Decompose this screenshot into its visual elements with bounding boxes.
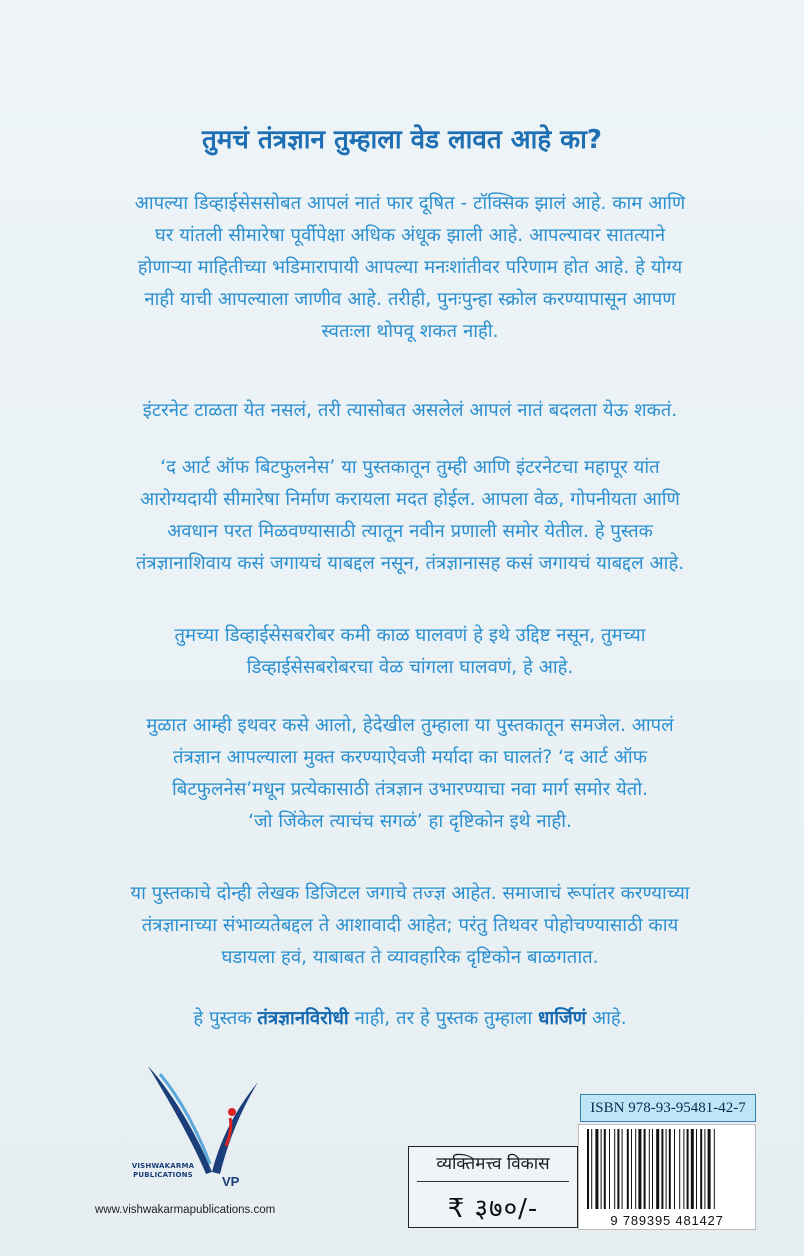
barcode-bar [649, 1129, 650, 1209]
barcode-bar [683, 1129, 684, 1209]
barcode-bar [666, 1129, 667, 1209]
barcode-bar [638, 1129, 641, 1209]
text-line: मुळात आम्ही इथवर कसे आलो, हेदेखील तुम्हाला या पुस्तकातून समजेल. आपलं [146, 715, 674, 736]
barcode-bar [661, 1129, 663, 1209]
barcode-bar [622, 1129, 623, 1209]
barcode-bar [617, 1129, 619, 1209]
barcode-bar [604, 1129, 606, 1209]
paragraph-1 [95, 188, 725, 348]
barcode-bar [631, 1129, 632, 1209]
svg-text:VP: VP [222, 1174, 240, 1189]
barcode-bars-icon [585, 1129, 751, 1209]
closing-emphasis: धार्जिणं [538, 1008, 587, 1029]
text-line: डिव्हाईसेसबरोबरचा वेळ चांगला घालवणं, हे आहे. [246, 657, 574, 678]
text-line: आपल्या डिव्हाईसेससोबत आपलं नातं फार दूषित - टॉक्सिक झालं आहे. काम आणि [134, 193, 686, 214]
text-line: या पुस्तकाचे दोन्ही लेखक डिजिटल जगाचे तज्ज्ञ आहेत. समाजाचं रूपांतर करण्याच्या [130, 883, 690, 904]
text-line: आरोग्यदायी सीमारेषा निर्माण करायला मदत होईल. आपला वेळ, गोपनीयता आणि [140, 489, 680, 510]
barcode-bar [714, 1129, 715, 1209]
text-line: ‘द आर्ट ऑफ बिटफुलनेस’ या पुस्तकातून तुम्ही आणि इंटरनेटचा महापूर यांत [160, 457, 660, 478]
text-line: तंत्रज्ञानाशिवाय कसं जगायचं याबद्दल नसून, तंत्रज्ञानासह कसं जगायचं याबद्दल आहे. [135, 553, 685, 574]
isbn-label: ISBN 978-93-95481-42-7 [580, 1094, 756, 1122]
barcode-bar [595, 1129, 598, 1209]
text-line: नाही याची आपल्याला जाणीव आहे. तरीही, पुनःपुन्हा स्क्रोल करण्यापासून आपण [144, 289, 676, 310]
barcode-bar [587, 1129, 589, 1209]
barcode-bar [591, 1129, 592, 1209]
text-line: घडायला हवं, याबाबत ते व्यावहारिक दृष्टिकोन बाळगतात. [221, 947, 599, 968]
paragraph-3 [95, 452, 725, 580]
barcode-bar [687, 1129, 689, 1209]
barcode-bar [691, 1129, 694, 1209]
barcode-bar [601, 1129, 602, 1209]
barcode-bar [627, 1129, 629, 1209]
text-line: होणाऱ्या माहितीच्या भडिमारापायी आपल्या मनःशांतीवर परिणाम होत आहे. हे योग्य [137, 257, 683, 278]
publisher-website: www.vishwakarmapublications.com [95, 1204, 276, 1216]
publisher-name: VISHWAKARMA PUBLICATIONS [131, 1162, 195, 1179]
price-box [408, 1146, 578, 1228]
barcode-bar [700, 1129, 702, 1209]
text-line: ‘जो जिंकेल त्याचंच सगळं’ हा दृष्टिकोन इथे नाही. [248, 811, 572, 832]
closing-text: नाही, तर हे पुस्तक तुम्हाला [348, 1008, 539, 1029]
paragraph-6 [95, 878, 725, 974]
divider [417, 1181, 569, 1182]
text-line: अवधान परत मिळवण्यासाठी त्यातून नवीन प्रणाली समोर येतील. हे पुस्तक [167, 521, 653, 542]
barcode-bar [652, 1129, 653, 1209]
closing-text: आहे. [586, 1008, 627, 1029]
barcode-bar [656, 1129, 659, 1209]
cover-heading: तुमचं तंत्रज्ञान तुम्हाला वेड लावत आहे का? [202, 125, 602, 155]
paragraph-4 [95, 620, 725, 684]
closing-emphasis: तंत्रज्ञानविरोधी [257, 1008, 349, 1029]
barcode-bar [635, 1129, 636, 1209]
barcode-bar [609, 1129, 610, 1209]
barcode-bar [674, 1129, 675, 1209]
text-line: बिटफुलनेस’मधून प्रत्येकासाठी तंत्रज्ञान उभारण्याचा नवा मार्ग समोर येतो. [172, 779, 648, 800]
closing-text: हे पुस्तक [193, 1008, 258, 1029]
text-line: तंत्रज्ञान आपल्याला मुक्त करण्याऐवजी मर्यादा का घालतं? ‘द आर्ट ऑफ [173, 747, 647, 768]
barcode-bar [679, 1129, 680, 1209]
price-label: ₹ ३७०/- [447, 1194, 539, 1224]
text-line: घर यांतली सीमारेषा पूर्वीपेक्षा अधिक अंधूक झाली आहे. आपल्यावर सातत्याने [154, 225, 666, 246]
barcode-bar [708, 1129, 711, 1209]
barcode-number: 9 789395 481427 [610, 1213, 724, 1228]
text-line: तंत्रज्ञानाच्या संभाव्यतेबद्दल ते आशावादी आहेत; परंतु तिथवर पोहोचण्यासाठी काय [141, 915, 679, 936]
paragraph-5 [95, 710, 725, 838]
text-line: तुमच्या डिव्हाईसेसबरोबर कमी काळ घालवणं हे इथे उद्दिष्ट नसून, तुमच्या [174, 625, 646, 646]
category-label: व्यक्तिमत्त्व विकास [436, 1154, 550, 1174]
closing-statement [95, 1003, 725, 1035]
text-line: स्वतःला थोपवू शकत नाही. [321, 321, 499, 342]
barcode [578, 1124, 756, 1230]
barcode-bar [644, 1129, 646, 1209]
text-line: इंटरनेट टाळता येत नसलं, तरी त्यासोबत असलेलं आपलं नातं बदलता येऊ शकतं. [142, 400, 678, 421]
barcode-bar [704, 1129, 705, 1209]
barcode-bar [614, 1129, 615, 1209]
paragraph-2 [95, 395, 725, 427]
barcode-bar [669, 1129, 671, 1209]
barcode-bar [696, 1129, 697, 1209]
